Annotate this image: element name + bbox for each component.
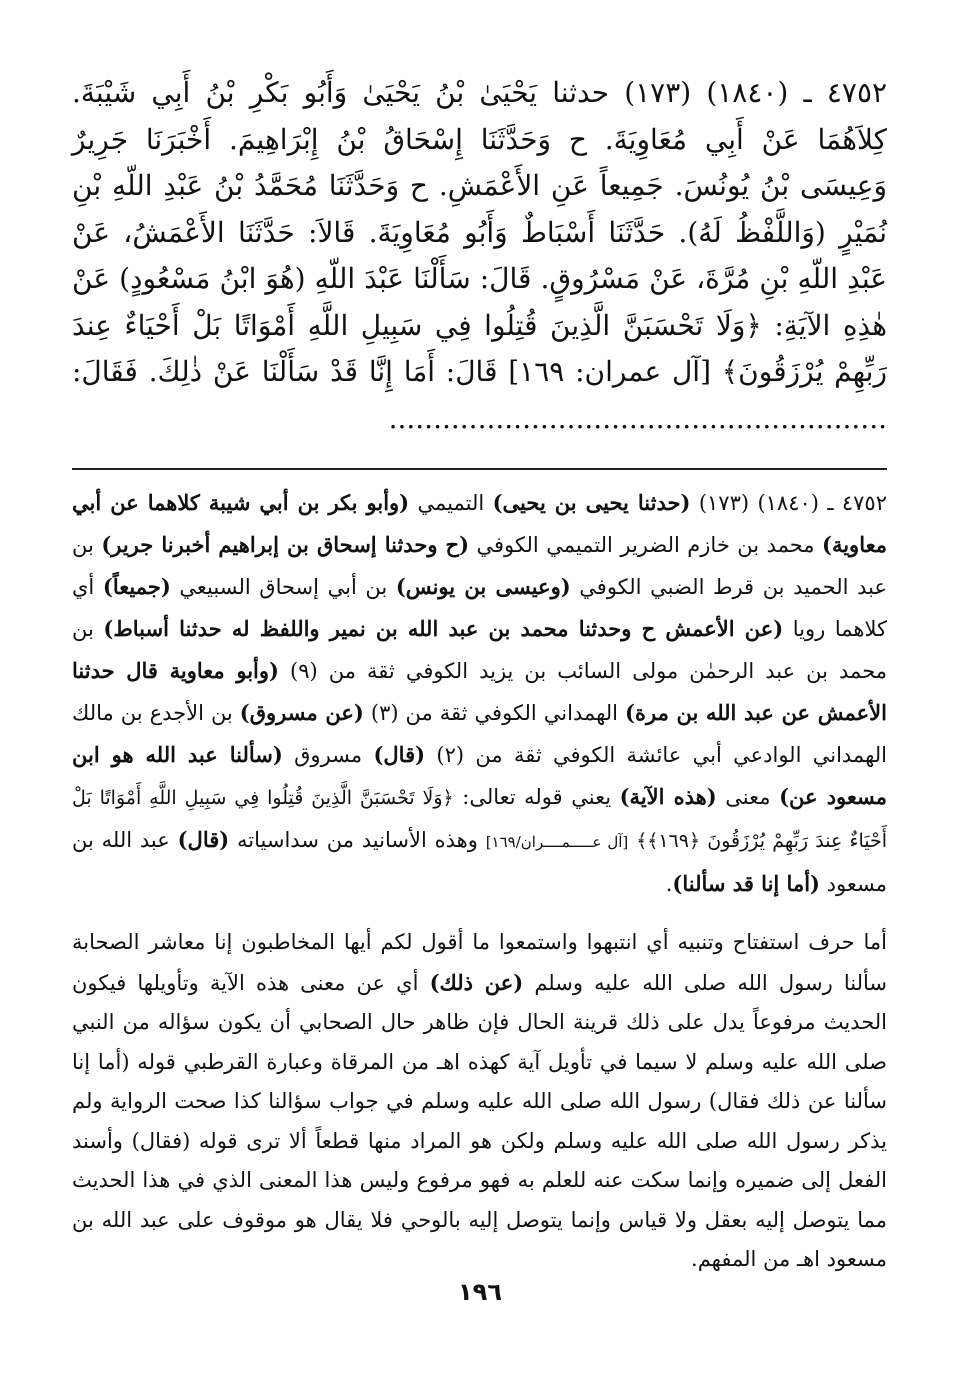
sharh-quote: (جميعاً) — [102, 574, 171, 599]
quran-verse: ﴿وَلَا تَحْسَبَنَّ الَّذِينَ قُتِلُوا فِي سَبِيلِ اللَّهِ أَمْوَاتًا بَلْ أَحْيَاءٌ عِندَ رَبِّهِمْ يُرْزَقُونَ ﴿١٦٩﴾﴾ — [72, 787, 887, 852]
sharh-note: يعني قوله تعالى: — [462, 785, 612, 809]
sharh-note: أي كلاهما رويا — [72, 575, 887, 641]
sharh-note: بن أبي إسحاق السبيعي — [179, 575, 388, 599]
sharh-quote: (سألنا عبد الله هو ابن مسعود عن) — [72, 742, 888, 809]
page-number: ١٩٦ — [458, 1278, 502, 1306]
sharh-quote: (وأبو معاوية قال حدثنا الأعمش عن عبد الله بن مرة) — [72, 658, 887, 725]
sharh-note: بن الأجدع بن مالك الهمداني الوادعي أبي عائشة الكوفي ثقة من (٢) — [72, 701, 887, 767]
commentary-paragraph — [72, 923, 887, 1280]
sharh-note: وهذه الأسانيد من سداسياته — [237, 828, 478, 852]
hadith-text: حدثنا يَحْيَىٰ بْنُ يَحْيَىٰ وَأَبُو بَكْرِ بْنُ أَبِي شَيْبَةَ. كِلاَهُمَا عَنْ أَبِي مُعَاوِيَةَ. ح وَحَدَّثَنَا إِسْحَاقُ بْنُ إِبْرَاهِيمَ. أَخْبَرَنَا جَرِيرٌ وَعِيسَى بْنُ يُونُسَ. جَمِيعاً عَنِ الأَعْمَشِ. ح وَحَدَّثَنَا مُحَمَّدُ بْنُ عَبْدِ اللّهِ بْنِ نُمَيْرٍ (وَاللَّفْظُ لَهُ). حَدَّثَنَا أَسْبَاطٌ وَأَبُو مُعَاوِيَةَ. قَالاَ: حَدَّثَنَا الأَعْمَشُ، عَنْ عَبْدِ اللّهِ بْنِ مُرَّةَ، عَنْ مَسْرُوقٍ. قَالَ: سَأَلْنَا عَبْدَ اللّهِ (هُوَ ابْنُ مَسْعُودٍ) عَنْ هٰذِهِ الآيَةِ: ﴿وَلَا تَحْسَبَنَّ الَّذِينَ قُتِلُوا فِي سَبِيلِ اللَّهِ أَمْوَاتًا بَلْ أَحْيَاءٌ عِندَ رَبِّهِمْ يُرْزَقُونَ﴾ [آل عمران: ١٦٩] قَالَ: أَمَا إِنَّا قَدْ سَأَلْنَا عَنْ ذٰلِكَ. فَقَالَ: — [72, 76, 887, 388]
sharh-note: محمد بن خازم الضرير التميمي الكوفي — [476, 533, 815, 557]
quran-reference: [آل عـــــمــــران/١٦٩] — [485, 833, 629, 851]
sharh-quote: (قال) — [177, 827, 230, 852]
section-divider — [72, 468, 887, 470]
sharh-paragraph — [72, 482, 887, 905]
hadith-ellipsis: ........................................................ — [388, 401, 887, 435]
hadith-matn — [72, 70, 887, 442]
sharh-quote: (وأبو بكر بن أبي شيبة كلاهما عن أبي معاوية) — [72, 490, 887, 557]
sharh-quote: (حدثنا يحيى بن يحيى) — [492, 490, 691, 515]
commentary-text: أما حرف استفتاح وتنبيه أي انتبهوا واستمعوا ما أقول لكم أيها المخاطبون إنا معاشر الصحابة سألنا رسول الله صلى الله عليه وسلم — [72, 930, 887, 995]
sharh-note: التميمي — [417, 491, 485, 515]
sharh-hadith-number: ٤٧٥٢ ـ (١٨٤٠) (١٧٣) — [698, 491, 887, 515]
sharh-note: الهمداني الكوفي ثقة من (٣) — [370, 701, 619, 725]
sharh-quote: (عن الأعمش ح وحدثنا محمد بن عبد الله بن نمير واللفظ له حدثنا أسباط) — [103, 616, 784, 641]
sharh-quote: (هذه الآية) — [619, 784, 717, 809]
sharh-quote: (عن مسروق) — [239, 700, 364, 725]
book-page — [72, 70, 887, 1280]
commentary-quote: (عن ذلك) — [429, 969, 524, 995]
sharh-note: مسروق — [294, 743, 363, 767]
sharh-note: بن عبد الحميد بن قرط الضبي الكوفي — [72, 533, 887, 599]
sharh-quote: (وعيسى بن يونس) — [395, 574, 571, 599]
sharh-note: معنى — [725, 785, 771, 809]
commentary-text: أي عن معنى هذه الآية وتأويلها فيكون الحديث مرفوعاً يدل على ذلك قرينة الحال فإن ظاهر حال الصحابي أن يكون سؤاله من النبي صلى الله عليه وسلم لا سيما في تأويل آية كهذه اهـ من المرقاة وعبارة القرطبي قوله (أما إنا سألنا عن ذلك فقال) رسول الله صلى الله عليه وسلم في جواب سؤالنا كذا صحت الرواية ولم يذكر رسول الله صلى الله عليه وسلم ولكن هو المراد منها قطعاً ألا ترى قوله (فقال) وأسند الفعل إلى ضميره وإنما سكت عنه للعلم به فهو مرفوع وليس هذا المعنى الذي في هذا الحديث مما يتوصل إليه بعقل ولا قياس وإنما يتوصل إليه بالوحي فلا يقال هو موقوف على عبد الله بن مسعود اهـ من المفهم. — [72, 970, 887, 1271]
sharh-end: . — [665, 872, 673, 896]
sharh-note: بن محمد بن عبد الرحمٰن مولى السائب بن يزيد الكوفي ثقة من (٩) — [72, 617, 887, 683]
hadith-number: ٤٧٥٢ ـ (١٨٤٠) (١٧٣) — [624, 76, 888, 109]
sharh-quote: (أما إنا قد سألنا) — [672, 871, 820, 896]
sharh-quote: (ح وحدثنا إسحاق بن إبراهيم أخبرنا جرير) — [101, 532, 470, 557]
sharh-quote: (قال) — [373, 742, 426, 767]
sharh-note: عبد الله بن مسعود — [72, 828, 887, 896]
